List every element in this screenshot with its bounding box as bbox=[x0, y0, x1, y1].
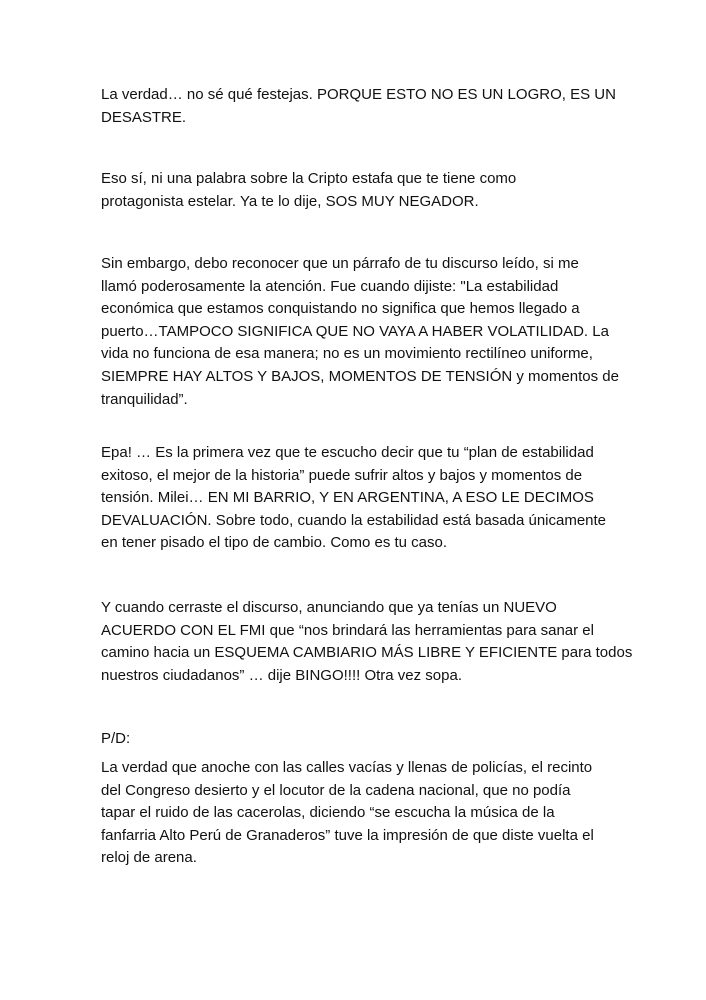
postscript-label bbox=[101, 728, 621, 751]
text-line: nuestros ciudadanos” … dije BINGO!!!! Otra vez sopa. bbox=[101, 666, 462, 684]
text-line: protagonista estelar. Ya te lo dije, SOS MUY NEGADOR. bbox=[101, 192, 479, 210]
paragraph-epa bbox=[101, 442, 621, 555]
paragraph-cripto bbox=[101, 168, 621, 213]
text-line: La verdad que anoche con las calles vacías y llenas de policías, el recinto bbox=[101, 759, 593, 776]
text-line: DEVALUACIÓN. Sobre todo, cuando la estabilidad está basada únicamente bbox=[101, 511, 607, 529]
text-line: reloj de arena. bbox=[101, 849, 197, 867]
text-line: tranquilidad”. bbox=[101, 390, 188, 408]
text-line: P/D: bbox=[101, 730, 131, 747]
text-line: tapar el ruido de las cacerolas, diciendo “se escucha la música de la bbox=[101, 804, 555, 822]
paragraph-intro bbox=[101, 84, 621, 129]
text-line: La verdad… no sé qué festejas. PORQUE ESTO NO ES UN LOGRO, ES UN bbox=[101, 86, 616, 103]
text-line: llamó poderosamente la atención. Fue cuando dijiste: "La estabilidad bbox=[101, 277, 559, 295]
text-line: Eso sí, ni una palabra sobre la Cripto estafa que te tiene como bbox=[101, 170, 517, 187]
text-line: SIEMPRE HAY ALTOS Y BAJOS, MOMENTOS DE TENSIÓN y momentos de bbox=[101, 367, 619, 385]
text-line: vida no funciona de esa manera; no es un movimiento rectilíneo uniforme, bbox=[101, 345, 593, 363]
text-line: Epa! … Es la primera vez que te escucho decir que tu “plan de estabilidad bbox=[101, 444, 594, 461]
text-line: Sin embargo, debo reconocer que un párrafo de tu discurso leído, si me bbox=[101, 255, 579, 272]
text-line: camino hacia un ESQUEMA CAMBIARIO MÁS LIBRE Y EFICIENTE para todos bbox=[101, 644, 633, 662]
text-line: tensión. Milei… EN MI BARRIO, Y EN ARGENTINA, A ESO LE DECIMOS bbox=[101, 489, 594, 507]
text-line: ACUERDO CON EL FMI que “nos brindará las herramientas para sanar el bbox=[101, 621, 594, 639]
paragraph-fmi bbox=[101, 597, 633, 687]
paragraph-discurso bbox=[101, 253, 621, 411]
text-line: DESASTRE. bbox=[101, 108, 187, 126]
text-line: del Congreso desierto y el locutor de la cadena nacional, que no podía bbox=[101, 781, 571, 799]
text-line: Y cuando cerraste el discurso, anunciando que ya tenías un NUEVO bbox=[101, 599, 557, 616]
text-line: económica que estamos conquistando no significa que hemos llegado a bbox=[101, 300, 580, 318]
text-line: en tener pisado el tipo de cambio. Como es tu caso. bbox=[101, 534, 448, 552]
text-line: fanfarria Alto Perú de Granaderos” tuve la impresión de que diste vuelta el bbox=[101, 826, 594, 844]
text-line: exitoso, el mejor de la historia” puede sufrir altos y bajos y momentos de bbox=[101, 466, 583, 484]
text-line: puerto…TAMPOCO SIGNIFICA QUE NO VAYA A HABER VOLATILIDAD. La bbox=[101, 322, 609, 340]
paragraph-postscript bbox=[101, 757, 621, 870]
